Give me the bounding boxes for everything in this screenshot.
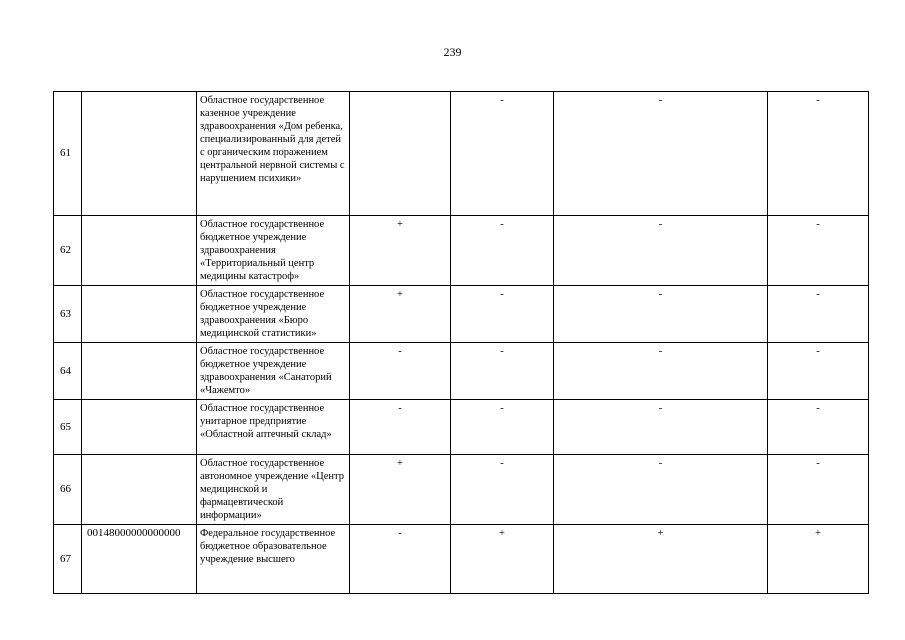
- mark-cell: -: [554, 216, 768, 286]
- mark-cell: +: [768, 525, 869, 594]
- registry-table: [53, 91, 869, 594]
- org-name: Областное государственное автономное учреждение «Центр медицинской и фармацевтической информации»: [197, 455, 350, 525]
- mark-cell: -: [768, 343, 869, 400]
- org-name: Областное государственное бюджетное учреждение здравоохранения «Бюро медицинской статистики»: [197, 286, 350, 343]
- mark-cell: -: [350, 400, 451, 455]
- mark-cell: -: [350, 525, 451, 594]
- row-number: 66: [54, 455, 82, 525]
- table-row: [54, 525, 869, 594]
- org-code: [82, 343, 197, 400]
- mark-cell: +: [350, 216, 451, 286]
- mark-cell: -: [451, 400, 554, 455]
- org-code: [82, 455, 197, 525]
- mark-cell: -: [451, 216, 554, 286]
- table-row: [54, 455, 869, 525]
- mark-cell: +: [350, 286, 451, 343]
- mark-cell: -: [350, 343, 451, 400]
- mark-cell: -: [554, 455, 768, 525]
- org-name: Областное государственное бюджетное учреждение здравоохранения «Санаторий «Чажемто»: [197, 343, 350, 400]
- org-name: Федеральное государственное бюджетное образовательное учреждение высшего: [197, 525, 350, 594]
- table-row: [54, 400, 869, 455]
- mark-cell: -: [768, 92, 869, 216]
- org-name: Областное государственное унитарное предприятие «Областной аптечный склад»: [197, 400, 350, 455]
- row-number: 61: [54, 92, 82, 216]
- row-number: 64: [54, 343, 82, 400]
- org-name: Областное государственное казенное учреждение здравоохранения «Дом ребенка, специализированный для детей с органическим поражением центральной нервной системы с нарушением психики»: [197, 92, 350, 216]
- org-name: Областное государственное бюджетное учреждение здравоохранения «Территориальный центр медицины катастроф»: [197, 216, 350, 286]
- mark-cell: -: [554, 400, 768, 455]
- row-number: 67: [54, 525, 82, 594]
- page-number: 239: [443, 45, 462, 59]
- org-code: [82, 216, 197, 286]
- org-code: 00148000000000000: [82, 525, 197, 594]
- org-code: [82, 286, 197, 343]
- mark-cell: +: [554, 525, 768, 594]
- mark-cell: -: [554, 92, 768, 216]
- row-number: 63: [54, 286, 82, 343]
- table-row: [54, 343, 869, 400]
- row-number: 65: [54, 400, 82, 455]
- table-row: [54, 286, 869, 343]
- table-row: [54, 92, 869, 216]
- mark-cell: [350, 92, 451, 216]
- table-row: [54, 216, 869, 286]
- mark-cell: +: [451, 525, 554, 594]
- org-code: [82, 400, 197, 455]
- mark-cell: -: [768, 286, 869, 343]
- mark-cell: -: [554, 286, 768, 343]
- mark-cell: -: [451, 343, 554, 400]
- mark-cell: -: [768, 455, 869, 525]
- mark-cell: -: [768, 400, 869, 455]
- mark-cell: +: [350, 455, 451, 525]
- mark-cell: -: [451, 286, 554, 343]
- org-code: [82, 92, 197, 216]
- mark-cell: -: [768, 216, 869, 286]
- row-number: 62: [54, 216, 82, 286]
- mark-cell: -: [451, 455, 554, 525]
- mark-cell: -: [554, 343, 768, 400]
- mark-cell: -: [451, 92, 554, 216]
